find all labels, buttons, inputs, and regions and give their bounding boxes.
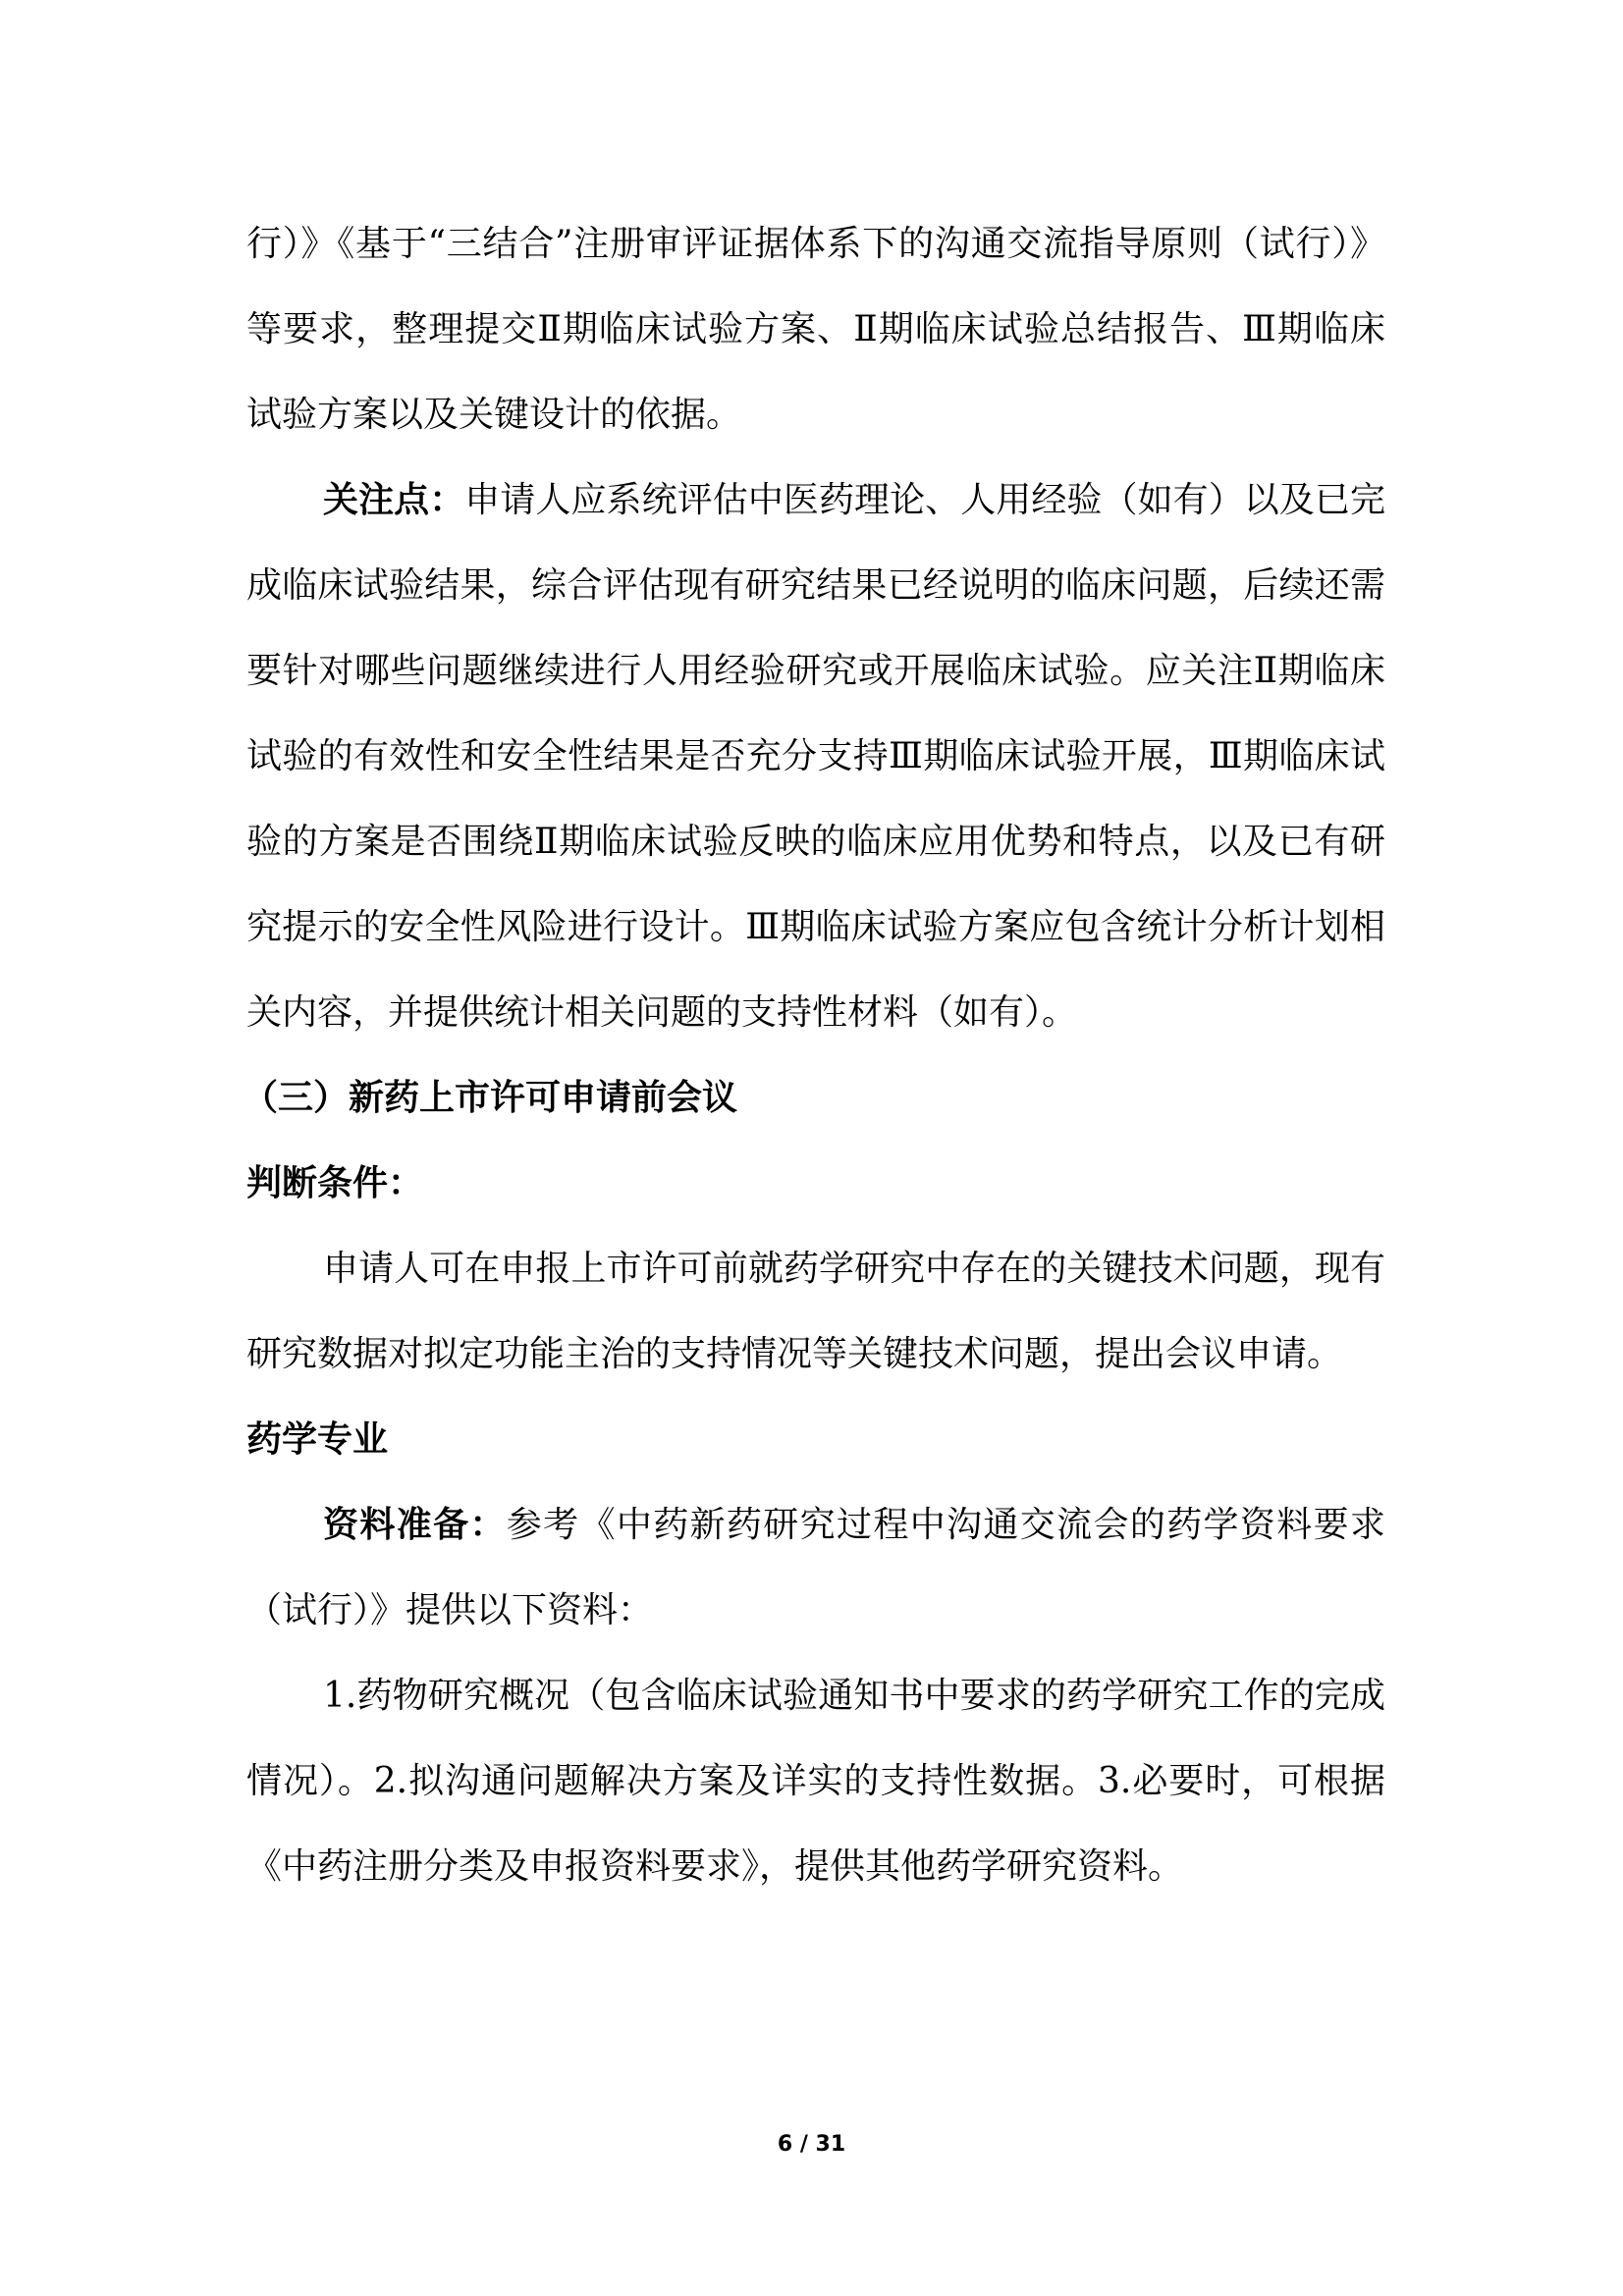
document-body — [243, 201, 1385, 1909]
subheading-judgement-conditions: 判断条件： — [246, 1162, 424, 1203]
paragraph-focus-points — [246, 457, 1385, 1055]
data-preparation-label: 资料准备： — [323, 1504, 507, 1545]
paragraph-judgement-conditions: 申请人可在申报上市许可前就药学研究中存在的关键技术问题，现有研究数据对拟定功能主治的支持情况等关键技术问题，提出会议申请。 — [246, 1249, 1385, 1374]
data-preparation-text: 参考《中药新药研究过程中沟通交流会的药学资料要求（试行）》提供以下资料： — [246, 1505, 1385, 1630]
paragraph-material-list: 1.药物研究概况（包含临床试验通知书中要求的药学研究工作的完成情况）。2.拟沟通问题解决方案及详实的支持性数据。3.必要时，可根据《中药注册分类及申报资料要求》，提供其他药学研究资料。 — [246, 1676, 1385, 1887]
paragraph-requirements: 行）》《基于“三结合”注册审评证据体系下的沟通交流指导原则（试行）》等要求，整理提交Ⅱ期临床试验方案、Ⅱ期临床试验总结报告、Ⅲ期临床试验方案以及关键设计的依据。 — [246, 224, 1385, 435]
focus-points-label: 关注点： — [323, 479, 465, 520]
subheading-pharmacy: 药学专业 — [246, 1418, 389, 1460]
paragraph-data-preparation — [246, 1482, 1385, 1653]
section-heading-pre-nda-meeting: （三）新药上市许可申请前会议 — [243, 1077, 738, 1118]
page-number: 6 / 31 — [777, 2132, 846, 2157]
focus-points-text: 申请人应系统评估中医药理论、人用经验（如有）以及已完成临床试验结果，综合评估现有研究结果已经说明的临床问题，后续还需要针对哪些问题继续进行人用经验研究或开展临床试验。应关注Ⅱ期临床试验的有效性和安全性结果是否充分支持Ⅲ期临床试验开展，Ⅲ期临床试验的方案是否围绕Ⅱ期临床试验反映的临床应用优势和特点，以及已有研究提示的安全性风险进行设计。Ⅲ期临床试验方案应包含统计分析计划相关内容，并提供统计相关问题的支持性材料（如有）。 — [246, 480, 1385, 1033]
